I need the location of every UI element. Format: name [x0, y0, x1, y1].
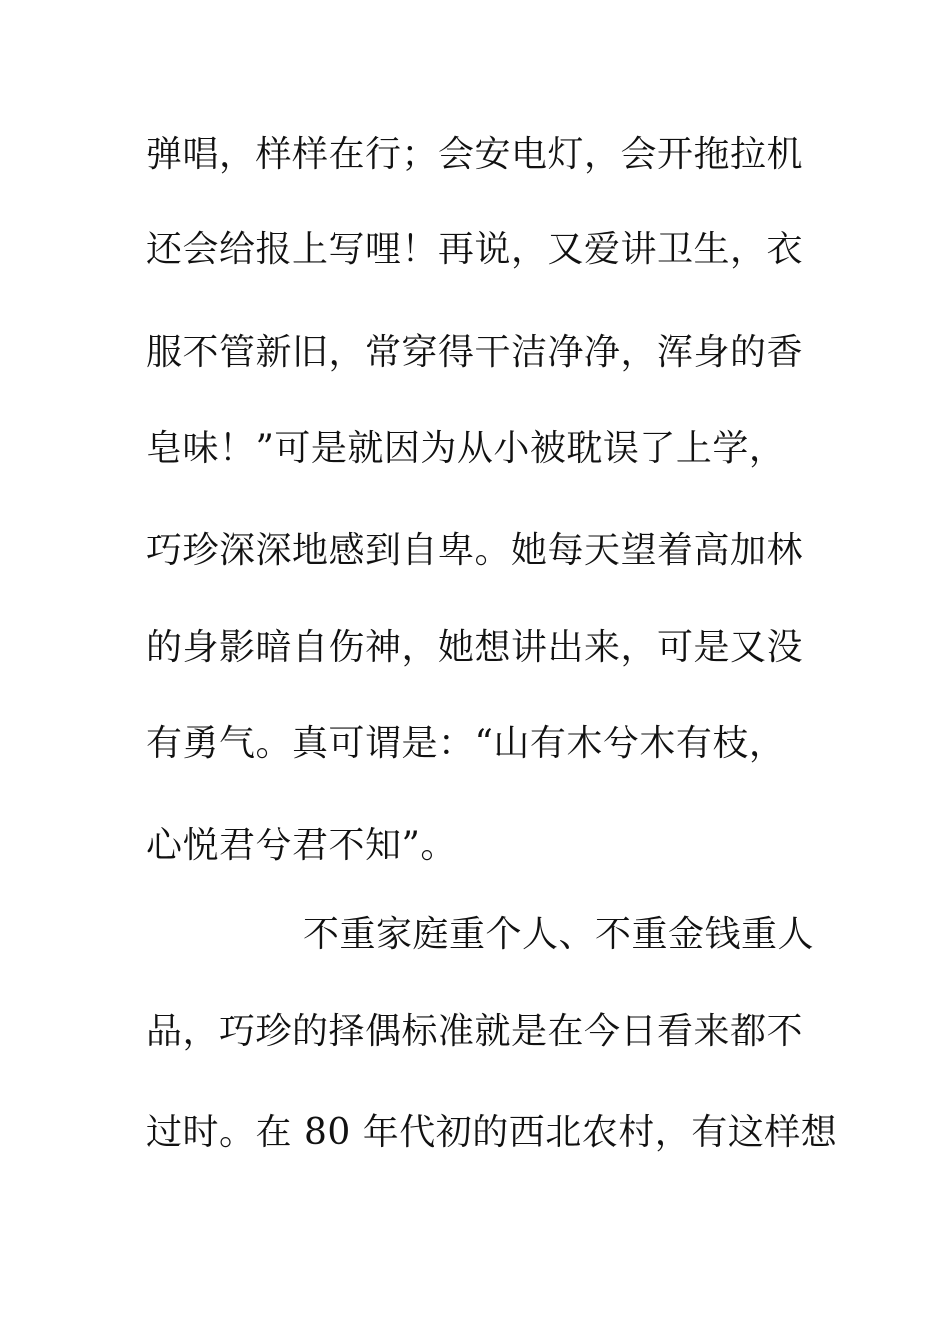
paragraph-indented-line: 不重家庭重个人、不重金钱重人 [303, 914, 815, 955]
text-line-1: 弹唱，样样在行；会安电灯，会开拖拉机 [146, 134, 804, 175]
text-line-8: 心悦君兮君不知”。 [146, 825, 457, 866]
text-line-3: 服不管新旧，常穿得干洁净净，浑身的香 [146, 332, 804, 373]
text-line-11: 过时。在 80 年代初的西北农村，有这样想 [146, 1112, 838, 1153]
text-line-4: 皂味！”可是就因为从小被耽误了上学， [146, 428, 786, 469]
text-line-5: 巧珍深深地感到自卑。她每天望着高加林 [146, 530, 804, 571]
text-line-6: 的身影暗自伤神，她想讲出来，可是又没 [146, 627, 804, 668]
text-line-7: 有勇气。真可谓是：“山有木兮木有枝， [146, 723, 786, 764]
text-line-10: 品，巧珍的择偶标准就是在今日看来都不 [146, 1011, 804, 1052]
text-line-2: 还会给报上写哩！再说，又爱讲卫生，衣 [146, 229, 804, 270]
